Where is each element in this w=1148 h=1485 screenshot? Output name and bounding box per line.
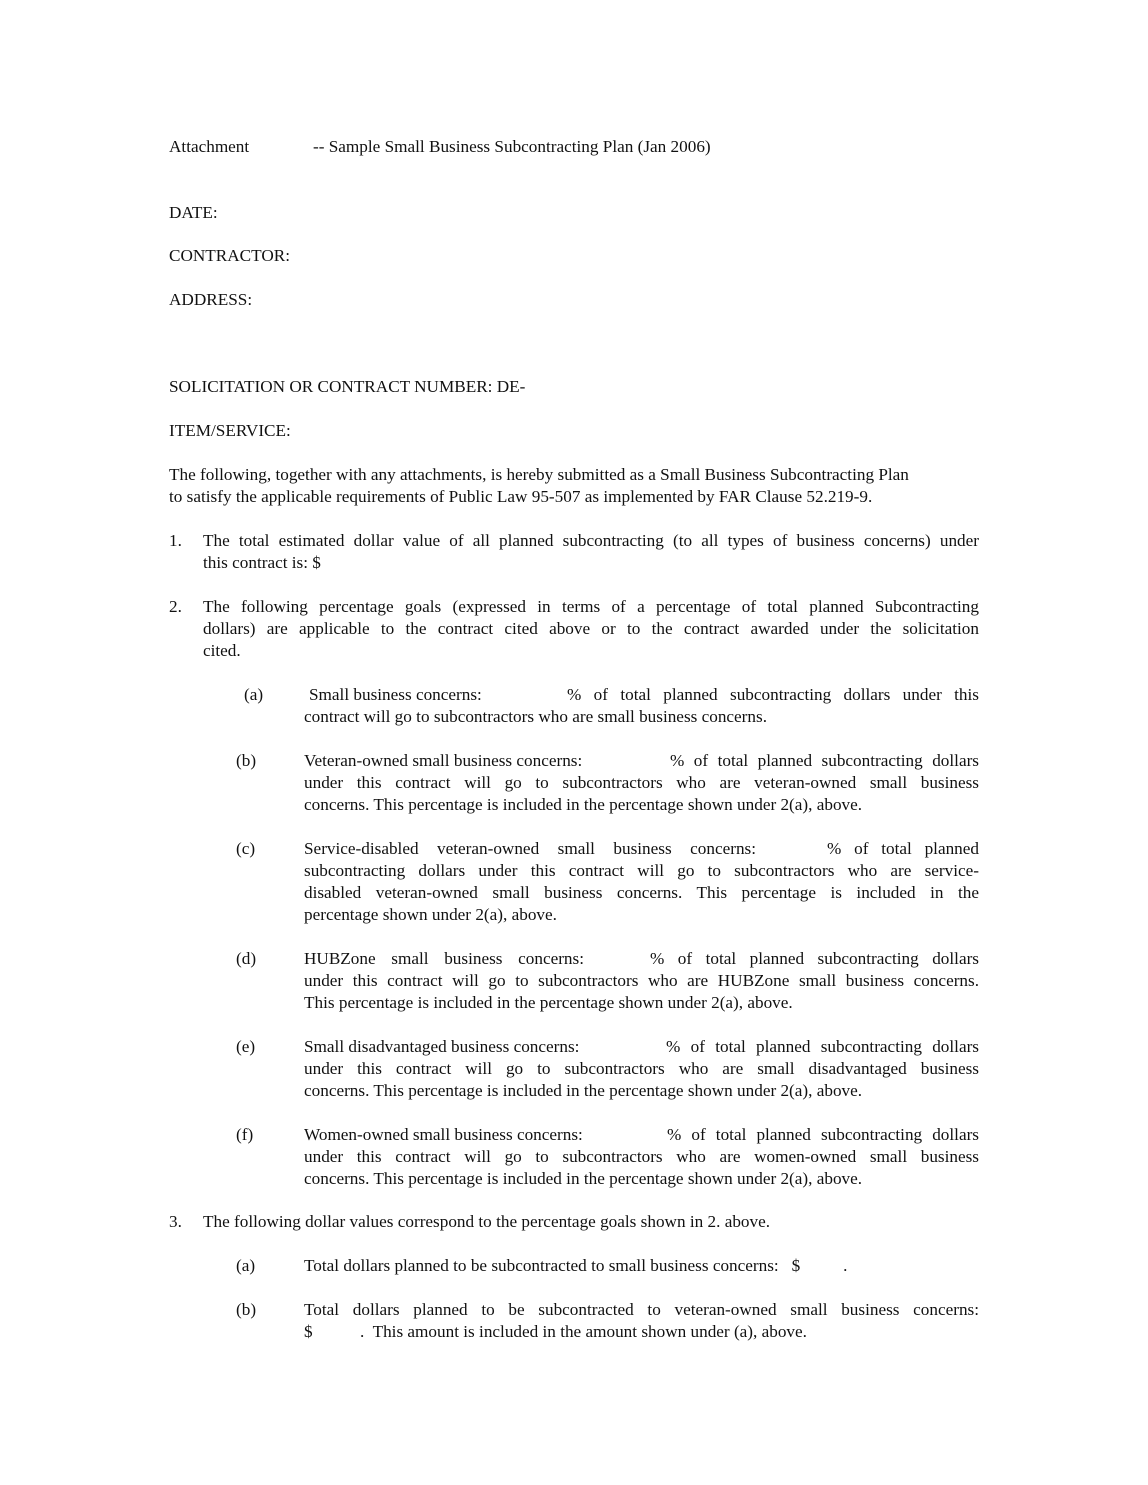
item-2a-lead: Small business concerns:	[309, 685, 482, 704]
item-2d-lead: HUBZone small business concerns:	[304, 949, 584, 968]
section-3-line-1: The following dollar values correspond to the percentage goals shown in 2. above.	[203, 1212, 771, 1231]
item-2e-line-3: concerns. This percentage is included in the percentage shown under 2(a), above.	[304, 1081, 863, 1100]
section-1-line-1: The total estimated dollar value of all planned subcontracting (to all types of business concerns) under	[203, 531, 979, 550]
item-3a-line-1: Total dollars planned to be subcontracted to small business concerns: $ .	[304, 1256, 848, 1275]
item-2f-label: (f)	[236, 1125, 254, 1144]
item-2c-line-2: subcontracting dollars under this contract will go to subcontractors who are service-	[304, 861, 979, 880]
section-2-line-1: The following percentage goals (expressed in terms of a percentage of total planned Subcontracting	[203, 597, 979, 616]
attachment-label: Attachment	[169, 137, 250, 156]
solicitation-field-label: SOLICITATION OR CONTRACT NUMBER: DE-	[169, 377, 526, 396]
item-2d-line-2: under this contract will go to subcontractors who are HUBZone small business concerns.	[304, 971, 979, 990]
contractor-field-label: CONTRACTOR:	[169, 246, 290, 265]
item-2f-lead: Women-owned small business concerns:	[304, 1125, 583, 1144]
item-2b-line-1: % of total planned subcontracting dollars	[670, 751, 979, 770]
item-2e-label: (e)	[236, 1037, 256, 1056]
item-2b-line-3: concerns. This percentage is included in the percentage shown under 2(a), above.	[304, 795, 863, 814]
intro-line-2: to satisfy the applicable requirements of Public Law 95-507 as implemented by FAR Clause 52.219-9.	[169, 487, 873, 506]
item-2c-label: (c)	[236, 839, 256, 858]
item-2a-line-2: contract will go to subcontractors who are small business concerns.	[304, 707, 767, 726]
item-2b-label: (b)	[236, 751, 257, 770]
item-2f-line-1: % of total planned subcontracting dollars	[667, 1125, 979, 1144]
section-2-line-3: cited.	[203, 641, 241, 660]
address-field-label: ADDRESS:	[169, 290, 253, 309]
item-2d-label: (d)	[236, 949, 257, 968]
item-2a-label: (a)	[244, 685, 264, 704]
section-1-line-2: this contract is: $	[203, 553, 321, 572]
date-field-label: DATE:	[169, 203, 218, 222]
section-3-number: 3.	[169, 1212, 182, 1231]
intro-line-1: The following, together with any attachments, is hereby submitted as a Small Business Subcontracting Plan	[169, 465, 909, 484]
item-2c-line-3: disabled veteran-owned small business concerns. This percentage is included in the	[304, 883, 979, 902]
item-3b-label: (b)	[236, 1300, 257, 1319]
item-service-field-label: ITEM/SERVICE:	[169, 421, 291, 440]
item-2e-line-2: under this contract will go to subcontractors who are small disadvantaged business	[304, 1059, 979, 1078]
item-2c-line-4: percentage shown under 2(a), above.	[304, 905, 557, 924]
section-2-number: 2.	[169, 597, 182, 616]
document-title: -- Sample Small Business Subcontracting Plan (Jan 2006)	[313, 137, 711, 156]
section-2-line-2: dollars) are applicable to the contract cited above or to the contract awarded under the solicitation	[203, 619, 979, 638]
item-3a-label: (a)	[236, 1256, 256, 1275]
item-3b-line-1: Total dollars planned to be subcontracted to veteran-owned small business concerns:	[304, 1300, 979, 1319]
item-2a-line-1: % of total planned subcontracting dollars under this	[567, 685, 979, 704]
section-1-number: 1.	[169, 531, 182, 550]
item-2e-line-1: % of total planned subcontracting dollars	[666, 1037, 979, 1056]
item-2c-lead: Service-disabled veteran-owned small business concerns:	[304, 839, 756, 858]
item-2b-line-2: under this contract will go to subcontractors who are veteran-owned small business	[304, 773, 979, 792]
item-3b-line-2: . This amount is included in the amount shown under (a), above.	[360, 1322, 807, 1341]
item-3b-dollar-sign: $	[304, 1322, 313, 1341]
item-2f-line-2: under this contract will go to subcontractors who are women-owned small business	[304, 1147, 979, 1166]
item-2b-lead: Veteran-owned small business concerns:	[304, 751, 583, 770]
item-2f-line-3: concerns. This percentage is included in the percentage shown under 2(a), above.	[304, 1169, 863, 1188]
item-2c-line-1: % of total planned	[827, 839, 979, 858]
item-2d-line-3: This percentage is included in the percentage shown under 2(a), above.	[304, 993, 793, 1012]
item-2e-lead: Small disadvantaged business concerns:	[304, 1037, 580, 1056]
item-2d-line-1: % of total planned subcontracting dollars	[650, 949, 979, 968]
